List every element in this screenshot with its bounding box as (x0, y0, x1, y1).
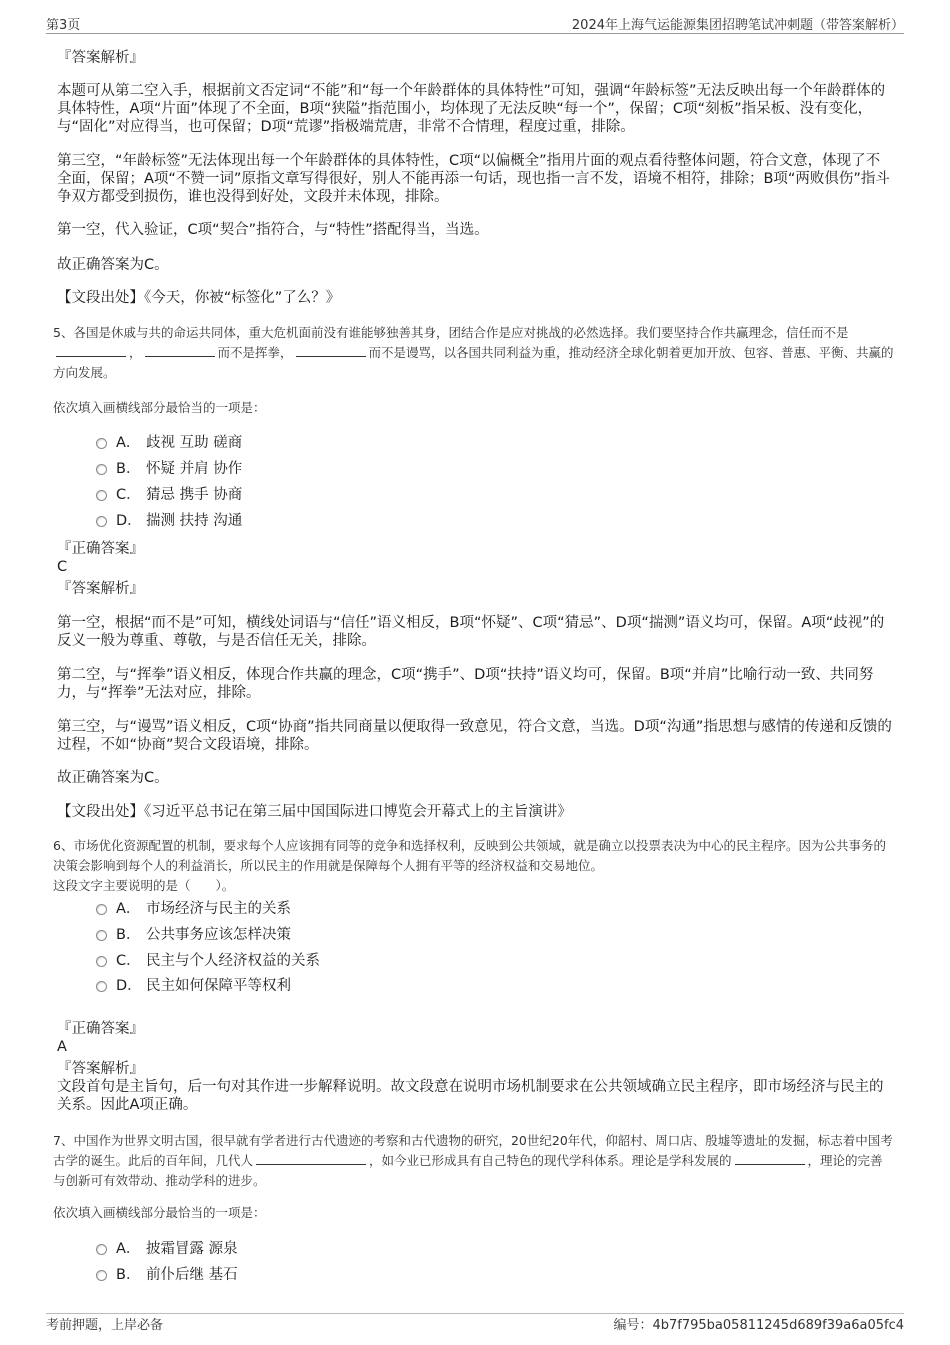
q5-analysis-para3: 第三空，与“谩骂”语义相反，C项“协商”指共同商量以便取得一致意见，符合文意，当选。D项“沟通”指思想与感情的传递和反馈的过程，不如“协商”契合文段语境，排除。 (57, 719, 892, 753)
q5-correct-answer: C (57, 559, 68, 575)
q7-prompt: 依次填入画横线部分最恰当的一项是： (53, 1205, 266, 1220)
q5-option-d[interactable]: D． 揣测 扶持 沟通 (96, 512, 242, 530)
document-title: 2024年上海气运能源集团招聘笔试冲刺题（带答案解析） (571, 18, 904, 33)
radio-icon[interactable] (96, 464, 107, 475)
footer-slogan: 考前押题，上岸必备 (46, 1318, 164, 1333)
q5-blank-1 (56, 343, 126, 357)
q5-analysis-para4: 故正确答案为C。 (57, 770, 169, 786)
q6-option-c[interactable]: C． 民主与个人经济权益的关系 (96, 952, 320, 970)
q6-option-d[interactable]: D． 民主如何保障平等权利 (96, 977, 291, 995)
header-divider (46, 33, 904, 34)
radio-icon[interactable] (96, 930, 107, 941)
q7-stem: 7、中国作为世界文明古国，很早就有学者进行古代遗迹的考察和古代遗物的研究，20世纪20年代，仰韶村、周口店、殷墟等遗址的发掘，标志着中国考古学的诞生。此后的百年间，几代人 ，如今业已形成具有自己特色的现代学科体系。理论是学科发展的 ，理论的完善与创新可有效带动、推动学科的进步。 (53, 1133, 893, 1188)
q5-analysis-label: 『答案解析』 (57, 581, 144, 597)
q4-analysis-para3: 第一空，代入验证，C项“契合”指符合，与“特性”搭配得当，当选。 (57, 222, 489, 238)
q6-analysis-label: 『答案解析』 (57, 1061, 144, 1077)
radio-icon[interactable] (96, 1270, 107, 1281)
q6-correct-label: 『正确答案』 (57, 1021, 144, 1037)
radio-icon[interactable] (96, 490, 107, 501)
q5-source: 【文段出处】《习近平总书记在第三届中国国际进口博览会开幕式上的主旨演讲》 (57, 804, 572, 820)
q5-option-b[interactable]: B． 怀疑 并肩 协作 (96, 460, 242, 478)
q6-correct-answer: A (57, 1039, 67, 1055)
q5-option-c[interactable]: C． 猜忌 携手 协商 (96, 486, 242, 504)
radio-icon[interactable] (96, 981, 107, 992)
q5-analysis-para1: 第一空，根据“而不是”可知，横线处词语与“信任”语义相反，B项“怀疑”、C项“猜忌”、D项“揣测”语义均可，保留。A项“歧视”的反义一般为尊重、尊敬，与是否信任无关，排除。 (57, 615, 885, 649)
q5-blank-2 (145, 343, 215, 357)
footer-document-id: 编号：4b7f795ba05811245d689f39a6a05fc4 (613, 1318, 904, 1333)
q5-blank-3 (296, 343, 366, 357)
q7-option-a[interactable]: A． 披霜冒露 源泉 (96, 1240, 238, 1258)
q5-prompt: 依次填入画横线部分最恰当的一项是： (53, 400, 266, 415)
q7-blank-1 (256, 1151, 366, 1165)
q5-analysis-para2: 第二空，与“挥拳”语义相反，体现合作共赢的理念，C项“携手”、D项“扶持”语义均可，保留。B项“并肩”比喻行动一致、共同努力，与“挥拳”无法对应，排除。 (57, 667, 874, 701)
q7-option-b[interactable]: B． 前仆后继 基石 (96, 1266, 238, 1284)
q6-stem: 6、市场优化资源配置的机制，要求每个人应该拥有同等的竞争和选择权利，反映到公共领域，就是确立以投票表决为中心的民主程序。因为公共事务的决策会影响到每个人的利益消长，所以民主的作用就是保障每个人拥有平等的经济权益和交易地位。 (53, 838, 886, 873)
q4-analysis-para2: 第三空，“年龄标签”无法体现出每一个年龄群体的具体特性，C项“以偏概全”指用片面的观点看待整体问题，符合文意，体现了不全面，保留；A项“不赞一词”原指文章写得很好，别人不能再添一句话，现也指一言不发，语境不相符，排除；B项“两败俱伤”指斗争双方都受到损伤，谁也没得到好处，文段并未体现，排除。 (57, 153, 890, 205)
q6-analysis-para1: 文段首句是主旨句，后一句对其作进一步解释说明。故文段意在说明市场机制要求在公共领域确立民主程序，即市场经济与民主的关系。因此A项正确。 (57, 1079, 884, 1113)
q6-option-a[interactable]: A． 市场经济与民主的关系 (96, 900, 291, 918)
radio-icon[interactable] (96, 1244, 107, 1255)
q4-source: 【文段出处】《今天，你被“标签化”了么？》 (57, 290, 341, 306)
radio-icon[interactable] (96, 438, 107, 449)
radio-icon[interactable] (96, 516, 107, 527)
q4-analysis-para1: 本题可从第二空入手，根据前文否定词“不能”和“每一个年龄群体的具体特性”可知，强调“年龄标签”无法反映出每一个年龄群体的具体特性，A项“片面”体现了不全面，B项“狭隘”指范围小，均体现了无法反映“每一个”，保留；C项“刻板”指呆板、没有变化，与“固化”对应得当，也可保留；D项“荒谬”指极端荒唐，非常不合情理，程度过重，排除。 (57, 83, 886, 135)
q6-prompt: 这段文字主要说明的是（ ）。 (53, 878, 235, 893)
page-number: 第3页 (46, 18, 81, 33)
q6-option-b[interactable]: B． 公共事务应该怎样决策 (96, 926, 291, 944)
radio-icon[interactable] (96, 956, 107, 967)
q5-stem: 5、各国是休戚与共的命运共同体，重大危机面前没有谁能够独善其身，团结合作是应对挑战的必然选择。我们要坚持合作共赢理念，信任而不是， 而不是挥拳， 而不是谩骂，以各国共同利益为重，推动经济全球化朝着更加开放、包容、普惠、平衡、共赢的方向发展。 (53, 325, 894, 380)
q4-analysis-para4: 故正确答案为C。 (57, 257, 169, 273)
q5-option-a[interactable]: A． 歧视 互助 磋商 (96, 434, 242, 452)
radio-icon[interactable] (96, 904, 107, 915)
q7-blank-2 (735, 1151, 805, 1165)
q5-correct-label: 『正确答案』 (57, 541, 144, 557)
q4-analysis-label: 『答案解析』 (57, 50, 144, 66)
